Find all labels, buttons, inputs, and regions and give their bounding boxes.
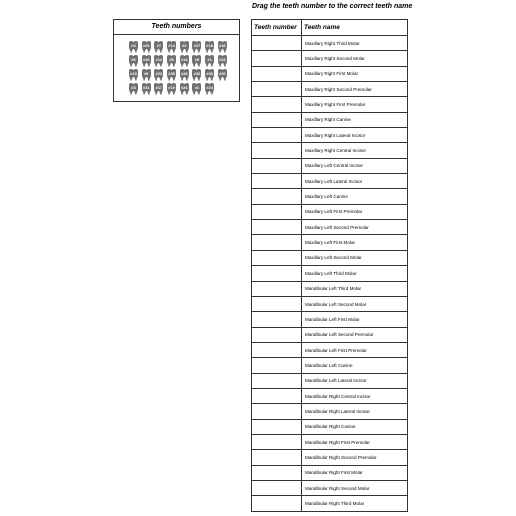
table-row (252, 143, 408, 158)
tooth-number-label: #6 (131, 57, 136, 62)
tooth-number-label: #3 (131, 85, 136, 90)
tooth-number-label: #18 (206, 43, 213, 48)
drop-slot[interactable] (252, 327, 302, 342)
teeth-name-cell: Mandibular Left First Premolar (302, 342, 408, 357)
drop-slot[interactable] (252, 434, 302, 449)
drop-slot[interactable] (252, 342, 302, 357)
drop-slot[interactable] (252, 174, 302, 189)
tooth-tile[interactable] (153, 41, 164, 53)
tooth-number-label: #20 (218, 71, 226, 76)
table-row (252, 189, 408, 204)
table-row (252, 358, 408, 373)
drop-slot[interactable] (252, 250, 302, 265)
tooth-number-label: #2 (182, 43, 187, 48)
teeth-name-cell: Mandibular Left Second Molar (302, 296, 408, 311)
drop-slot[interactable] (252, 143, 302, 158)
tooth-number-label: #23 (218, 57, 226, 62)
table-row (252, 327, 408, 342)
teeth-name-cell: Maxillary Right First Premolar (302, 97, 408, 112)
teeth-name-cell: Mandibular Left First Molar (302, 312, 408, 327)
table-row (252, 296, 408, 311)
table-row (252, 404, 408, 419)
teeth-name-cell: Mandibular Left Canine (302, 358, 408, 373)
teeth-name-cell: Mandibular Left Lateral Incisor (302, 373, 408, 388)
tooth-number-label: #25 (168, 71, 175, 76)
tooth-tile[interactable] (141, 55, 152, 67)
tooth-number-label: #1 (194, 85, 200, 90)
teeth-name-cell: Mandibular Right First Molar (302, 465, 408, 480)
tooth-number-label: #19 (168, 85, 175, 90)
instruction-text: Drag the teeth number to the correct teeth name (252, 3, 413, 10)
tooth-number-label: #17 (155, 85, 163, 90)
tooth-number-label: #22 (155, 71, 163, 76)
teeth-name-cell: Maxillary Left Canine (302, 189, 408, 204)
drop-slot[interactable] (252, 36, 302, 51)
tooth-number-label: #26 (180, 85, 188, 90)
tooth-tile[interactable] (128, 41, 139, 53)
tooth-tile[interactable] (141, 83, 152, 95)
tooth-grid (128, 41, 232, 95)
tooth-tile[interactable] (128, 83, 139, 95)
drop-slot[interactable] (252, 419, 302, 434)
tooth-number-label: #15 (130, 71, 137, 76)
teeth-name-cell: Mandibular Right Canine (302, 419, 408, 434)
table-row (252, 220, 408, 235)
teeth-name-cell: Mandibular Right Second Molar (302, 480, 408, 495)
table-row (252, 496, 408, 511)
table-row (252, 419, 408, 434)
teeth-name-cell: Maxillary Left First Molar (302, 235, 408, 250)
tooth-number-label: #24 (206, 85, 213, 90)
teeth-name-cell: Maxillary Right Third Molar (302, 36, 408, 51)
drop-slot[interactable] (252, 112, 302, 127)
header-teeth-name: Teeth name (302, 20, 408, 36)
tooth-tile[interactable] (217, 41, 228, 53)
table-row (252, 465, 408, 480)
table-row (252, 235, 408, 250)
drop-slot[interactable] (252, 296, 302, 311)
tooth-tile[interactable] (153, 55, 164, 67)
teeth-name-cell: Maxillary Right Second Molar (302, 51, 408, 66)
drop-slot[interactable] (252, 97, 302, 112)
teeth-name-cell: Maxillary Right Canine (302, 112, 408, 127)
tooth-tile[interactable] (191, 55, 202, 67)
tooth-tile[interactable] (141, 41, 152, 53)
table-row (252, 342, 408, 357)
tooth-tile[interactable] (166, 83, 177, 95)
drop-slot[interactable] (252, 312, 302, 327)
table-row (252, 51, 408, 66)
drop-slot[interactable] (252, 189, 302, 204)
tooth-number-label: #32 (193, 71, 201, 76)
tooth-number-label: #4 (131, 43, 136, 48)
tooth-tile[interactable] (191, 69, 202, 81)
tooth-tile[interactable] (191, 83, 202, 95)
drop-slot[interactable] (252, 465, 302, 480)
table-row (252, 66, 408, 81)
drop-slot[interactable] (252, 358, 302, 373)
tooth-number-label: #14 (168, 43, 175, 48)
tooth-number-label: #12 (155, 57, 163, 62)
tooth-number-label: #5 (169, 57, 174, 62)
teeth-name-cell: Mandibular Left Second Premolar (302, 327, 408, 342)
tooth-tile[interactable] (128, 55, 139, 67)
tooth-number-label: #31 (142, 85, 150, 90)
drop-slot[interactable] (252, 66, 302, 81)
table-row (252, 450, 408, 465)
drop-slot[interactable] (252, 281, 302, 296)
teeth-name-cell: Mandibular Right Lateral Incisor (302, 404, 408, 419)
teeth-name-cell: Maxillary Left Lateral Incisor (302, 174, 408, 189)
tooth-number-label: #16 (218, 43, 226, 48)
tooth-number-label: #28 (180, 71, 188, 76)
teeth-number-bank (113, 19, 240, 102)
answer-table (251, 19, 408, 512)
tooth-number-label: #8 (143, 71, 149, 76)
table-row (252, 36, 408, 51)
drop-slot[interactable] (252, 388, 302, 403)
tooth-tile[interactable] (128, 69, 139, 81)
tooth-tile[interactable] (204, 83, 215, 95)
tooth-tile[interactable] (204, 55, 215, 67)
tooth-number-label: #13 (180, 57, 188, 62)
tooth-tile[interactable] (179, 83, 190, 95)
table-row (252, 312, 408, 327)
tooth-tile[interactable] (166, 55, 177, 67)
tooth-tile[interactable] (191, 41, 202, 53)
teeth-name-cell: Mandibular Right Central Incisor (302, 388, 408, 403)
table-row (252, 373, 408, 388)
tooth-number-label: #10 (142, 57, 150, 62)
table-row (252, 158, 408, 173)
teeth-name-cell: Maxillary Right Lateral Incisor (302, 128, 408, 143)
table-row (252, 82, 408, 97)
teeth-name-cell: Maxillary Left First Premolar (302, 204, 408, 219)
teeth-name-cell: Maxillary Right First Molar (302, 66, 408, 81)
tooth-number-label: #7 (156, 43, 162, 48)
drop-slot[interactable] (252, 204, 302, 219)
drop-slot[interactable] (252, 51, 302, 66)
drop-slot[interactable] (252, 373, 302, 388)
table-row (252, 204, 408, 219)
teeth-name-cell: Maxillary Right Central Incisor (302, 143, 408, 158)
drop-slot[interactable] (252, 128, 302, 143)
drop-slot[interactable] (252, 404, 302, 419)
teeth-name-cell: Mandibular Right First Premolar (302, 434, 408, 449)
teeth-name-cell: Maxillary Left Second Molar (302, 250, 408, 265)
table-row (252, 112, 408, 127)
tooth-tile[interactable] (153, 83, 164, 95)
table-row (252, 480, 408, 495)
drop-slot[interactable] (252, 235, 302, 250)
teeth-name-cell: Maxillary Left Second Premolar (302, 220, 408, 235)
tooth-tile[interactable] (153, 69, 164, 81)
tooth-tile[interactable] (204, 69, 215, 81)
teeth-name-cell: Maxillary Left Third Molar (302, 266, 408, 281)
table-row (252, 250, 408, 265)
teeth-name-cell: Maxillary Left Central Incisor (302, 158, 408, 173)
tooth-tile[interactable] (179, 69, 190, 81)
tooth-number-label: #1 (207, 57, 212, 62)
table-row (252, 388, 408, 403)
table-row (252, 434, 408, 449)
table-header-row (252, 20, 408, 36)
bank-title: Teeth numbers (114, 20, 239, 35)
drop-slot[interactable] (252, 266, 302, 281)
drop-slot[interactable] (252, 496, 302, 511)
teeth-name-cell: Mandibular Left Third Molar (302, 281, 408, 296)
tooth-tile[interactable] (204, 41, 215, 53)
table-row (252, 266, 408, 281)
header-teeth-number: Teeth number (252, 20, 302, 36)
answer-table-body (252, 36, 408, 512)
table-row (252, 281, 408, 296)
table-row (252, 174, 408, 189)
tooth-tile[interactable] (217, 55, 228, 67)
drop-slot[interactable] (252, 480, 302, 495)
tooth-tile[interactable] (179, 55, 190, 67)
table-row (252, 97, 408, 112)
drop-slot[interactable] (252, 82, 302, 97)
tooth-number-label: #29 (142, 43, 150, 48)
table-row (252, 128, 408, 143)
drop-slot[interactable] (252, 450, 302, 465)
teeth-name-cell: Mandibular Right Second Premolar (302, 450, 408, 465)
tooth-number-label: #30 (206, 71, 213, 76)
tooth-number-label: #27 (193, 43, 201, 48)
drop-slot[interactable] (252, 220, 302, 235)
drop-slot[interactable] (252, 158, 302, 173)
tooth-tile[interactable] (166, 69, 177, 81)
tooth-number-label: #9 (194, 57, 200, 62)
tooth-tile[interactable] (166, 41, 177, 53)
teeth-name-cell: Maxillary Right Second Premolar (302, 82, 408, 97)
tooth-tile[interactable] (217, 69, 228, 81)
tooth-tile[interactable] (179, 41, 190, 53)
tooth-tile[interactable] (141, 69, 152, 81)
teeth-name-cell: Mandibular Right Third Molar (302, 496, 408, 511)
